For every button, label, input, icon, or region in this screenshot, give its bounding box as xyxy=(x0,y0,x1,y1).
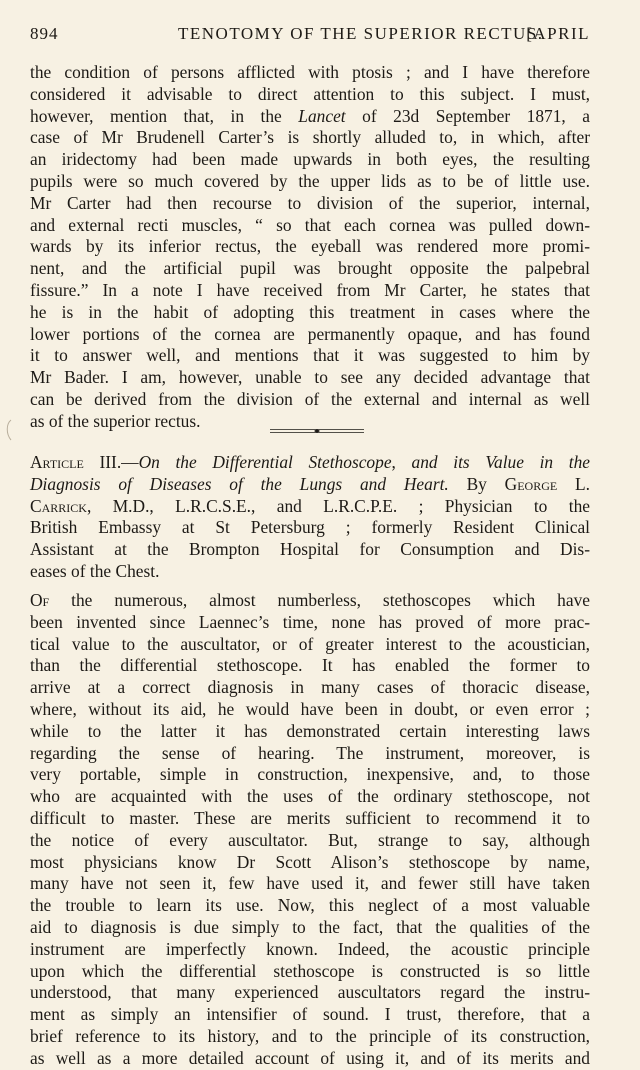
paragraph-stethoscope xyxy=(30,590,590,1070)
text-line: the notice of every auscultator. But, strange to say, although xyxy=(30,829,590,850)
text-line: lower portions of the cornea are permanently opaque, and has found xyxy=(30,323,590,344)
text-line: Of the numerous, almost numberless, stethoscopes which have xyxy=(30,590,590,610)
text-line: been invented since Laennec’s time, none has proved of more prac- xyxy=(30,611,590,632)
text-line: regarding the sense of hearing. The instrument, moreover, is xyxy=(30,742,590,763)
running-title: TENOTOMY OF THE SUPERIOR RECTUS. xyxy=(178,24,544,43)
text-line: fissure.” In a note I have received from Mr Carter, he states that xyxy=(30,279,590,300)
text-line: can be derived from the division of the external and internal as well xyxy=(30,388,590,409)
text-line: understood, that many experienced auscultators regard the instru- xyxy=(30,982,590,1003)
text-line: it to answer well, and mentions that it was suggested to him by xyxy=(30,345,590,366)
text-line: very portable, simple in construction, inexpensive, and, to those xyxy=(30,764,590,785)
author-credentials-line: British Embassy at St Petersburg ; formerly Resident Clinical xyxy=(30,517,590,538)
text-line: most physicians know Dr Scott Alison’s stethoscope by name, xyxy=(30,851,590,872)
text-line: the trouble to learn its use. Now, this neglect of a most valuable xyxy=(30,895,590,916)
text-line: ment as simply an intensifier of sound. I trust, therefore, that a xyxy=(30,1004,590,1025)
text-line: he is in the habit of adopting this treatment in cases where the xyxy=(30,301,590,322)
running-month: [APRIL xyxy=(526,24,590,43)
text-line: than the differential stethoscope. It has enabled the former to xyxy=(30,655,590,676)
text-line: the condition of persons afflicted with ptosis ; and I have therefore xyxy=(30,62,590,82)
article-title: On the Differential Stethoscope xyxy=(138,452,392,472)
text-line: pupils were so much covered by the upper lids as to be of little use. xyxy=(30,170,590,191)
text-line: while to the latter it has demonstrated certain interesting laws xyxy=(30,720,590,741)
text-line: Mr Bader. I am, however, unable to see any decided advantage that xyxy=(30,367,590,388)
text-line: and external recti muscles, “ so that each cornea was pulled down- xyxy=(30,214,590,235)
text-line: who are acquainted with the uses of the ordinary stethoscope, not xyxy=(30,786,590,807)
author-credentials-line: Assistant at the Brompton Hospital for Consumption and Dis- xyxy=(30,539,590,560)
text-line: an iridectomy had been made upwards in both eyes, the resulting xyxy=(30,149,590,170)
article-title-line: Diagnosis of Diseases of the Lungs and Heart. By George L. xyxy=(30,473,590,494)
text-line: as well as a more detailed account of using it, and of its merits and xyxy=(30,1047,590,1068)
text-line: nent, and the artificial pupil was brought opposite the palpebral xyxy=(30,258,590,279)
text-line: brief reference to its history, and to the principle of its construction, xyxy=(30,1025,590,1046)
text-line: upon which the differential stethoscope is constructed is so little xyxy=(30,960,590,981)
margin-mark-icon xyxy=(4,418,14,442)
author-credentials-line: eases of the Chest. xyxy=(30,560,160,581)
text-line: case of Mr Brudenell Carter’s is shortly alluded to, in which, after xyxy=(30,127,590,148)
text-line: tical value to the auscultator, or of greater interest to the acoustician, xyxy=(30,633,590,654)
text-line: difficult to master. These are merits sufficient to recommend it to xyxy=(30,807,590,828)
drop-word: Of xyxy=(30,590,50,610)
text-line: Mr Carter had then recourse to division of the superior, internal, xyxy=(30,192,590,213)
author-name: Carrick xyxy=(30,495,87,516)
paragraph-ptosis xyxy=(30,62,590,433)
text-line: aid to diagnosis is due simply to the fact, that the qualities of the xyxy=(30,916,590,937)
section-divider-icon xyxy=(270,428,364,434)
text-line: wards by its inferior rectus, the eyeball was rendered more promi- xyxy=(30,236,590,257)
text-line: as of the superior rectus. xyxy=(30,410,201,431)
author-credentials-line: Carrick, M.D., L.R.C.S.E., and L.R.C.P.E. ; Physician to the xyxy=(30,495,590,516)
journal-name: Lancet xyxy=(298,105,346,126)
text-line: where, without its aid, he would have been in doubt, or even error ; xyxy=(30,698,590,719)
author-name: George L. xyxy=(504,473,590,494)
running-header xyxy=(30,24,590,46)
article-number: Article III.— xyxy=(30,452,139,472)
text-line: many have not seen it, few have used it, and fewer still have taken xyxy=(30,873,590,894)
text-line: considered it advisable to direct attention to this subject. I must, xyxy=(30,83,590,104)
article-title-line: Article III.—On the Differential Stethoscope, and its Value in the xyxy=(30,452,590,472)
page-number: 894 xyxy=(30,24,59,43)
article-title: Diagnosis of Diseases of the Lungs and Heart. xyxy=(30,473,449,494)
article-title: and its Value in the xyxy=(411,452,590,472)
text-line: instrument are imperfectly known. Indeed, the acoustic principle xyxy=(30,938,590,959)
article-heading xyxy=(30,452,590,583)
text-line: however, mention that, in the Lancet of 23d September 1871, a xyxy=(30,105,590,126)
text-line: arrive at a correct diagnosis in many cases of thoracic disease, xyxy=(30,677,590,698)
